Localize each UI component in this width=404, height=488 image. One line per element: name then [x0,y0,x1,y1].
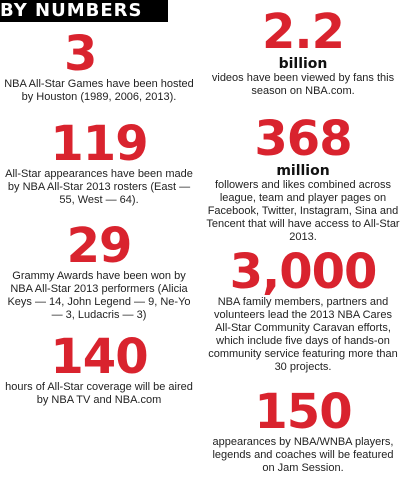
stat-description: appearances by NBA/WNBA players, legends and coaches will be featured on Jam Session. [212,436,394,474]
stat-video-views [206,4,400,98]
stat-number: 2.2 [261,4,345,60]
stat-nba-cares-volunteers [206,244,400,374]
section-banner: BY NUMBERS [0,0,168,23]
stat-description: NBA All-Star Games have been hosted by Houston (1989, 2006, 2013). [4,78,194,103]
stat-jam-session-appearances [206,384,400,475]
stat-number: 150 [254,384,352,440]
stat-description: videos have been viewed by fans this season on NBA.com. [211,72,395,97]
stat-number: 3,000 [229,244,377,300]
stat-coverage-hours [4,329,194,407]
stat-description: Grammy Awards have been won by NBA All-Star 2013 performers (Alicia Keys — 14, John Legend — 9, Ne-Yo — 3, Ludacris — 3) [7,270,191,321]
stat-unit: billion [278,56,328,72]
stat-houston-games [4,26,194,104]
stat-description: hours of All-Star coverage will be aired by NBA TV and NBA.com [5,381,193,406]
stat-allstar-appearances [4,116,194,207]
stat-social-followers [206,111,400,244]
stat-number: 29 [66,218,132,274]
stat-description: NBA family members, partners and volunteers lead the 2013 NBA Cares All-Star Community Caravan efforts, which include five days of hands-on community service featuring more than 30 projects. [208,296,398,373]
stat-number: 3 [64,26,97,82]
stat-grammy-awards [4,218,194,322]
stat-description: followers and likes combined across league, team and player pages on Facebook, Twitter, Instagram, Sina and Tencent that will have access to All-Star 2013. [206,179,400,243]
stat-number: 119 [50,116,148,172]
stat-number: 368 [254,111,352,167]
stat-description: All-Star appearances have been made by NBA All-Star 2013 rosters (East — 55, West — 64). [5,168,193,206]
stat-unit: million [276,163,330,179]
stat-number: 140 [50,329,148,385]
